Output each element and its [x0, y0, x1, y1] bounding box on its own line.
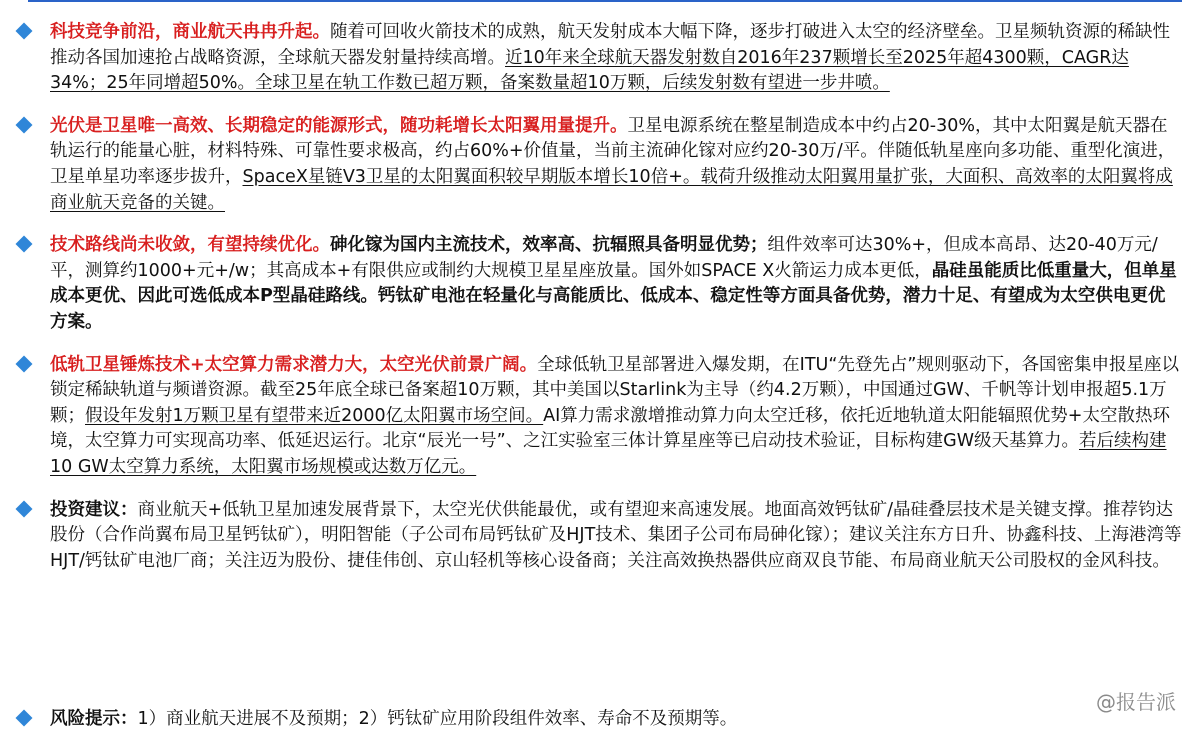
bullet-text: 卫星电源系统在整星制造成本中约占20-30%，其中太阳翼是航天器在轨运行的能量心脏，材料特殊、可靠性要求极高，约占60%+价值量，当前主流砷化镓对应约20-30万/平。伴随低轨星座向多功能、重型化演进，卫星单星功率逐步拔升， — [50, 115, 1176, 187]
top-rule — [28, 0, 1182, 2]
diamond-bullet-icon — [16, 355, 33, 372]
risk-lead: 风险提示： — [50, 709, 138, 729]
bullet-underlined-text: 假设年发射1万颗卫星有望带来近2000亿太阳翼市场空间。 — [85, 405, 544, 426]
bullet-bold-text: 砷化镓为国内主流技术，效率高、抗辐照具备明显优势； — [330, 235, 768, 256]
diamond-bullet-icon — [16, 500, 33, 517]
bullet-item-investment — [14, 498, 1182, 575]
bullet-underlined-text: SpaceX星链V3卫星的太阳翼面积较早期版本增长10倍+。载荷升级推动太阳翼用量扩张，大面积、高效率的太阳翼将成商业航天竞备的关键。 — [50, 166, 1173, 213]
bullet-item-pv-energy — [14, 114, 1182, 216]
bullet-text: 随着可回收火箭技术的成熟，航天发射成本大幅下降，逐步打破进入太空的经济壁垒。卫星频轨资源的稀缺性推动各国加速抢占战略资源，全球航天器发射量持续高增。 — [50, 22, 1170, 68]
bullet-item-leo-compute — [14, 353, 1182, 481]
bullet-text: 商业航天+低轨卫星加速发展背景下，太空光伏供能最优，或有望迎来高速发展。地面高效钙钛矿/晶硅叠层技术是关键支撑。推荐钧达股份（合作尚翼布局卫星钙钛矿），明阳智能（子公司布局钙钛矿及HJT技术、集团子公司布局砷化镓）；建议关注东方日升、协鑫科技、上海港湾等HJT/钙钛矿电池厂商；关注迈为股份、捷佳伟创、京山轻机等核心设备商；关注高效换热器供应商双良节能、布局商业航天公司股权的金风科技。 — [50, 499, 1182, 571]
bullet-lead: 光伏是卫星唯一高效、长期稳定的能源形式，随功耗增长太阳翼用量提升。 — [50, 115, 628, 136]
bullet-lead: 投资建议： — [50, 499, 138, 520]
diamond-bullet-icon — [16, 236, 33, 253]
risk-text: 1）商业航天进展不及预期；2）钙钛矿应用阶段组件效率、寿命不及预期等。 — [137, 709, 738, 729]
bullet-underlined-text: 若后续构建10 GW太空算力系统，太阳翼市场规模或达数万亿元。 — [50, 431, 1167, 477]
bullet-bold-text: 晶硅虽能质比低重量大，但单星成本更优、因此可选低成本P型晶硅路线。钙钛矿电池在轻量化与高能质比、低成本、稳定性等方面具备优势，潜力十足、有望成为太空供电更优方案。 — [50, 260, 1177, 332]
bullet-lead: 科技竞争前沿，商业航天冉冉升起。 — [50, 22, 330, 42]
bullet-item-space-race — [14, 20, 1182, 97]
diamond-bullet-icon — [16, 23, 33, 40]
bullet-lead: 技术路线尚未收敛，有望持续优化。 — [50, 235, 330, 256]
bullet-text: 组件效率可达30%+，但成本高昂、达20-40万元/平，测算约1000+元+/w；其高成本+有限供应或制约大规模卫星星座放量。国外如SPACE X火箭运力成本更低， — [50, 235, 1158, 281]
bullet-list — [14, 20, 1182, 591]
bullet-lead: 低轨卫星锤炼技术+太空算力需求潜力大，太空光伏前景广阔。 — [50, 354, 538, 375]
diamond-bullet-icon — [16, 710, 33, 727]
watermark: @报告派 — [1090, 684, 1182, 717]
bullet-item-tech-route — [14, 233, 1182, 335]
bullet-underlined-text: 近10年来全球航天器发射数自2016年237颗增长至2025年超4300颗，CAGR达34%；25年同增超50%。全球卫星在轨工作数已超万颗，备案数量超10万颗，后续发射数有望进一步井喷。 — [50, 47, 1129, 94]
bullet-text: AI算力需求激增推动算力向太空迁移，依托近地轨道太阳能辐照优势+太空散热环境，太空算力可实现高功率、低延迟运行。北京“辰光一号”、之江实验室三体计算星座等已启动技术验证，目标构建GW级天基算力。 — [50, 405, 1170, 452]
diamond-bullet-icon — [16, 116, 33, 133]
bullet-text: 全球低轨卫星部署进入爆发期，在ITU“先登先占”规则驱动下，各国密集申报星座以锁定稀缺轨道与频谱资源。截至25年底全球已备案超10万颗，其中美国以Starlink为主导（约4.2万颗），中国通过GW、千帆等计划申报超5.1万颗； — [50, 354, 1179, 426]
